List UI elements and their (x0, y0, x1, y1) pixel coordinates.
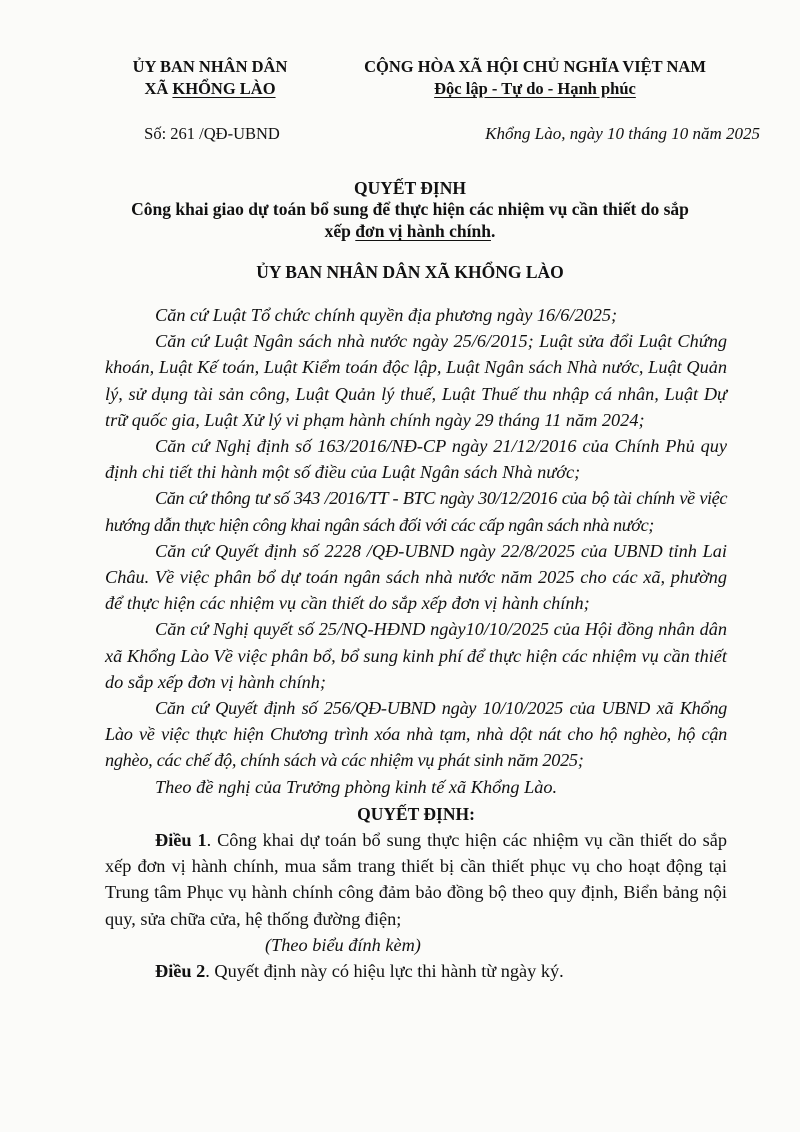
subtitle-line2 (110, 220, 710, 242)
preamble-item: Căn cứ Luật Tổ chức chính quyền địa phương ngày 16/6/2025; (155, 305, 618, 325)
authority-name: KHỔNG LÀO (172, 79, 276, 98)
place-date: Khổng Lào, ngày 10 tháng 10 năm 2025 (485, 124, 760, 143)
decision-heading: QUYẾT ĐỊNH: (357, 803, 475, 824)
national-motto (330, 56, 740, 100)
preamble-item: Căn cứ Nghị quyết số 25/NQ-HĐND ngày10/10/2025 của Hội đồng nhân dân xã Khổng Lào Về việc phân bổ, bổ sung kinh phí để thực hiện các nhiệm vụ cần thiết do sắp xếp đơn vị hành chính; (105, 619, 727, 692)
motto: Độc lập - Tự do - Hạnh phúc (434, 79, 636, 98)
preamble-item: Căn cứ Quyết định số 256/QĐ-UBND ngày 10/10/2025 của UBND xã Khổng Lào về việc thực hiện Chương trình xóa nhà tạm, nhà dột nát cho hộ nghèo, hộ cận nghèo, các chế độ, chính sách và các nhiệm vụ phát sinh năm 2025; (105, 698, 727, 771)
article-2-label: Điều 2 (155, 961, 206, 982)
document-number: Số: 261 /QĐ-UBND (144, 124, 280, 143)
preamble-item: Căn cứ Nghị định số 163/2016/NĐ-CP ngày 21/12/2016 của Chính Phủ quy định chi tiết thi hành một số điều của Luật Ngân sách Nhà nước; (105, 436, 727, 483)
subtitle-suffix: . (490, 221, 496, 241)
article-2-text: . Quyết định này có hiệu lực thi hành từ ngày ký. (205, 961, 564, 982)
nation-name: CỘNG HÒA XÃ HỘI CHỦ NGHĨA VIỆT NAM (364, 57, 706, 76)
preamble-item: Căn cứ Luật Ngân sách nhà nước ngày 25/6/2015; Luật sửa đổi Luật Chứng khoán, Luật Kế toán, Luật Kiểm toán độc lập, Luật Ngân sách Nhà nước, Luật Quản lý, sử dụng tài sản công, Luật Quản lý thuế, Luật Thuế thu nhập cá nhân, Luật Dự trữ quốc gia, Luật Xử lý vi phạm hành chính ngày 29 tháng 11 năm 2024; (105, 331, 727, 430)
document-subtitle (110, 198, 710, 242)
authority-prefix: XÃ (144, 79, 173, 98)
preamble-item: Căn cứ thông tư số 343 /2016/TT - BTC ngày 30/12/2016 của bộ tài chính về việc hướng dẫn thực hiện công khai ngân sách đối với các cấp ngân sách nhà nước; (105, 488, 727, 535)
document-body (105, 302, 727, 984)
subtitle-prefix: xếp (324, 221, 356, 241)
document-title: QUYẾT ĐỊNH (354, 178, 466, 198)
subtitle-line1: Công khai giao dự toán bổ sung để thực hiện các nhiệm vụ cần thiết do sắp (131, 199, 689, 219)
authority-line1: ỦY BAN NHÂN DÂN (132, 57, 288, 76)
article-1 (105, 827, 727, 932)
article-1-text: . Công khai dự toán bổ sung thực hiện các nhiệm vụ cần thiết do sắp xếp đơn vị hành chính, mua sắm trang thiết bị cần thiết phục vụ cho hoạt động tại Trung tâm Phục vụ hành chính công đảm bảo đồng bộ theo quy định, Biển bảng nội quy, sửa chữa cửa, hệ thống đường điện; (105, 830, 727, 929)
issuer-heading: ỦY BAN NHÂN DÂN XÃ KHỔNG LÀO (256, 262, 564, 282)
article-2 (105, 958, 727, 984)
article-1-note: (Theo biểu đính kèm) (265, 934, 421, 955)
issuing-authority (110, 56, 310, 100)
preamble-item: Theo đề nghị của Trưởng phòng kinh tế xã Khổng Lào. (155, 776, 558, 797)
article-1-label: Điều 1 (155, 830, 207, 851)
preamble-item: Căn cứ Quyết định số 2228 /QĐ-UBND ngày 22/8/2025 của UBND tỉnh Lai Châu. Về việc phân bổ dự toán ngân sách nhà nước năm 2025 cho các xã, phường để thực hiện các nhiệm vụ cần thiết do sắp xếp đơn vị hành chính; (105, 540, 727, 614)
subtitle-underlined: đơn vị hành chính (355, 221, 491, 241)
authority-line2 (110, 78, 310, 100)
